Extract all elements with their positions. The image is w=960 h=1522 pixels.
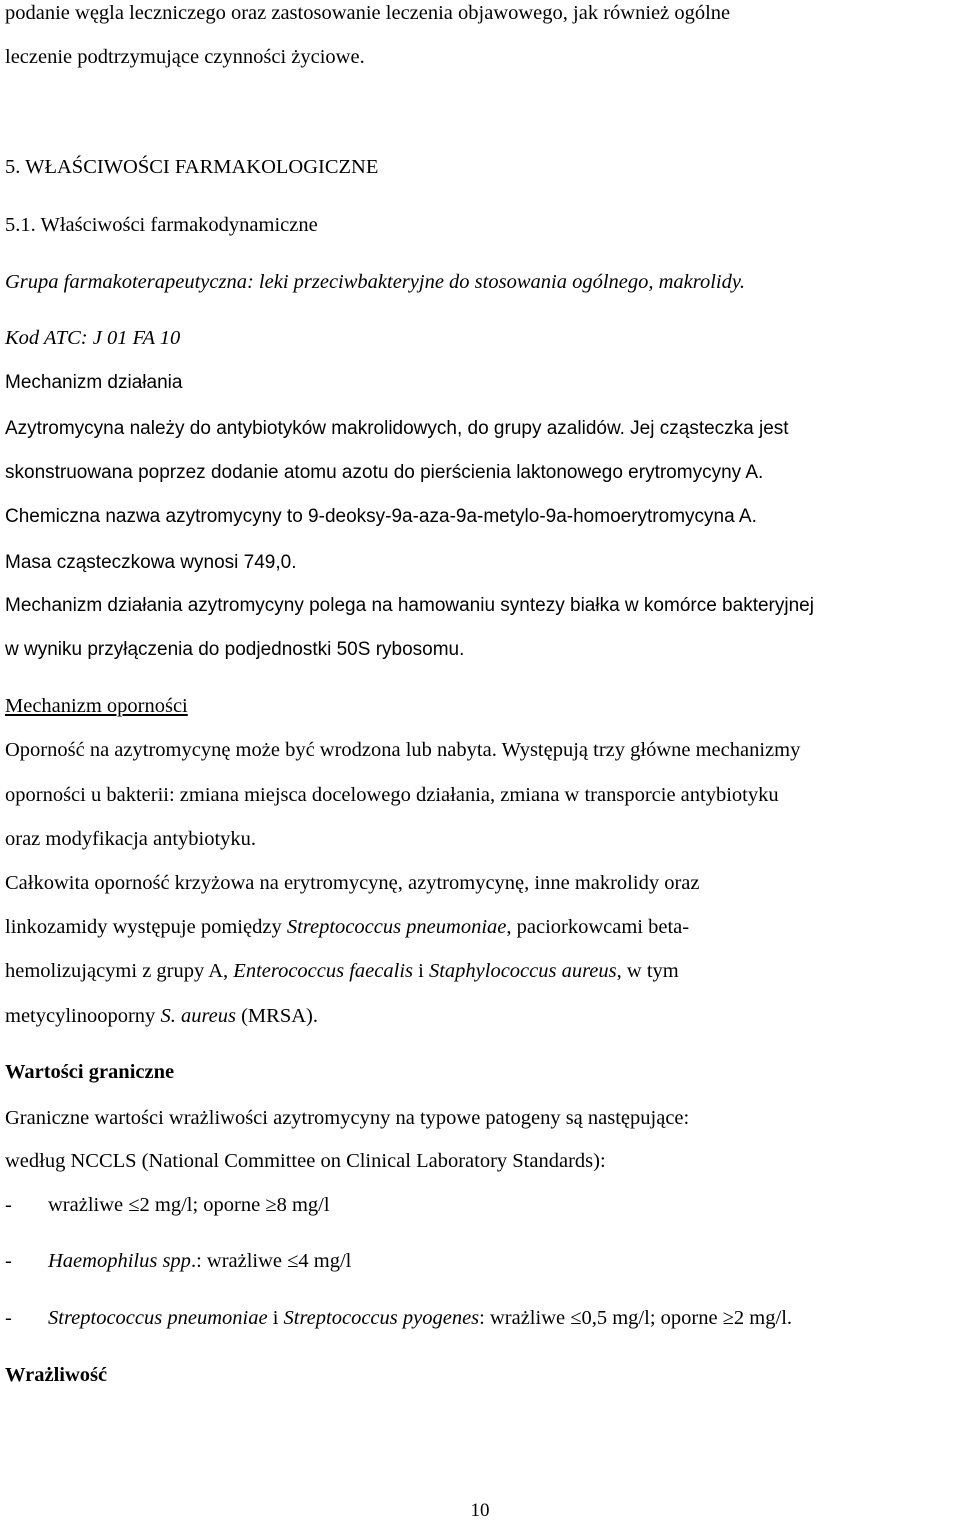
list-item-text: : wrażliwe ≤0,5 mg/l; oporne ≥2 mg/l. [479, 1307, 793, 1329]
text-line: w wyniku przyłączenia do podjednostki 50S rybosomu. [5, 639, 465, 660]
resistance-heading: Mechanizm oporności [5, 695, 188, 717]
list-item-text: wrażliwe ≤2 mg/l; oporne ≥8 mg/l [48, 1194, 330, 1216]
text-run: i [267, 1307, 284, 1329]
section-heading: 5. WŁAŚCIWOŚCI FARMAKOLOGICZNE [5, 156, 379, 178]
text-line: oraz modyfikacja antybiotyku. [5, 828, 257, 850]
susceptibility-heading: Wrażliwość [5, 1364, 108, 1386]
text-line: leczenie podtrzymujące czynności życiowe. [5, 46, 365, 68]
atc-code: Kod ATC: J 01 FA 10 [5, 327, 181, 349]
species-name: Streptococcus pneumoniae [48, 1307, 268, 1329]
text-line: Oporność na azytromycynę może być wrodzona lub nabyta. Występują trzy główne mechanizmy [5, 739, 801, 761]
species-name: Streptococcus pneumoniae [286, 916, 507, 938]
species-name: Staphylococcus aureus [428, 960, 617, 982]
text-run: , w tym [616, 960, 679, 982]
bullet-dash: - [5, 1194, 12, 1216]
mechanism-heading: Mechanizm działania [5, 372, 183, 393]
text-line: Mechanizm działania azytromycyny polega na hamowaniu syntezy białka w komórce bakteryjnej [5, 595, 814, 616]
bullet-dash: - [5, 1250, 12, 1272]
text-line: Graniczne wartości wrażliwości azytromycyny na typowe patogeny są następujące: [5, 1107, 690, 1129]
species-name: Haemophilus spp [48, 1250, 191, 1272]
text-line: skonstruowana poprzez dodanie atomu azotu do pierścienia laktonowego erytromycyny A. [5, 462, 764, 483]
text-run: hemolizującymi z grupy A, [5, 960, 234, 982]
list-item-text: .: wrażliwe ≤4 mg/l [190, 1250, 352, 1272]
species-name: Enterococcus faecalis [233, 960, 413, 982]
species-name: Streptococcus pyogenes [283, 1307, 480, 1329]
text-line: Chemiczna nazwa azytromycyny to 9-deoksy-9a-aza-9a-metylo-9a-homoerytromycyna A. [5, 506, 757, 527]
text-line [5, 917, 689, 938]
text-line [5, 961, 679, 982]
bullet-dash: - [5, 1307, 12, 1329]
subsection-heading: 5.1. Właściwości farmakodynamiczne [5, 214, 318, 236]
list-item [5, 1195, 330, 1216]
species-name: S. aureus [160, 1005, 236, 1027]
text-line: Azytromycyna należy do antybiotyków makrolidowych, do grupy azalidów. Jej cząsteczka jest [5, 418, 789, 439]
pharmacotherapeutic-group: Grupa farmakoterapeutyczna: leki przeciwbakteryjne do stosowania ogólnego, makrolidy. [5, 271, 745, 293]
page-number: 10 [470, 1500, 490, 1521]
text-line: oporności u bakterii: zmiana miejsca docelowego działania, zmiana w transporcie antybiotyku [5, 784, 779, 806]
breakpoints-heading: Wartości graniczne [5, 1061, 175, 1083]
text-line [5, 1006, 318, 1027]
text-run: , paciorkowcami beta- [506, 916, 690, 938]
text-line: Masa cząsteczkowa wynosi 749,0. [5, 552, 297, 573]
text-run: (MRSA). [235, 1005, 318, 1027]
text-run: linkozamidy występuje pomiędzy [5, 916, 287, 938]
text-line: według NCCLS (National Committee on Clinical Laboratory Standards): [5, 1150, 606, 1172]
text-line: Całkowita oporność krzyżowa na erytromycynę, azytromycynę, inne makrolidy oraz [5, 872, 700, 894]
text-run: i [413, 960, 429, 982]
list-item [5, 1308, 792, 1329]
text-run: metycylinooporny [5, 1005, 161, 1027]
list-item [5, 1251, 351, 1272]
text-line: podanie węgla leczniczego oraz zastosowanie leczenia objawowego, jak również ogólne [5, 2, 731, 24]
